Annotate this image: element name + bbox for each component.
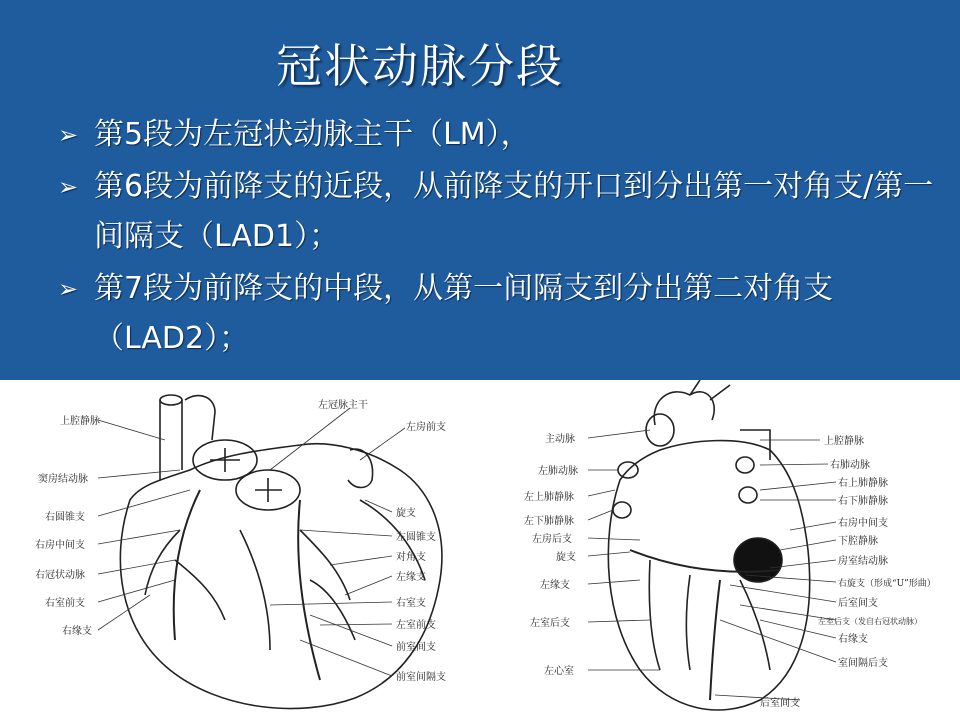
label-l9: 左心室 (544, 666, 574, 677)
label-l5: 左房后支 (532, 534, 572, 545)
slide-title: 冠状动脉分段 (276, 39, 564, 93)
bullet-text: 第7段为前降支的中段，从第一间隔支到分出第二对角支（LAD2）； (94, 271, 834, 356)
label-l2: 窦房结动脉 (38, 474, 88, 485)
label-r8: 右旋支（形成“U”形曲） (838, 579, 936, 589)
label-r7: 房室结动脉 (838, 556, 888, 567)
label-r13: 后室间支 (760, 698, 800, 709)
label-l6: 旋支 (556, 552, 576, 563)
label-l5: 右冠状动脉 (35, 570, 85, 581)
label-r3: 旋支 (396, 508, 416, 519)
bullet-item (58, 162, 938, 262)
label-r10: 前室间隔支 (396, 672, 446, 683)
left-figure-labels (35, 398, 446, 683)
label-r3: 右上肺静脉 (838, 478, 888, 489)
label-l7: 右缘支 (62, 626, 92, 637)
label-l7: 左缘支 (540, 580, 570, 591)
bullet-list (58, 110, 938, 366)
label-l1: 主动脉 (545, 434, 575, 445)
label-r9: 前室间支 (396, 642, 436, 653)
label-r12: 室间隔后支 (838, 658, 888, 669)
label-r11: 右缘支 (838, 634, 868, 645)
label-r9: 后室间支 (838, 598, 878, 609)
arrow-bullet-icon: ➢ (58, 121, 79, 149)
arrow-bullet-icon: ➢ (58, 275, 79, 303)
label-l6: 右室前支 (45, 598, 85, 609)
bullet-item (58, 110, 938, 160)
label-r5: 右房中间支 (838, 518, 888, 529)
heart-diagram (0, 380, 960, 720)
label-l3: 右圆锥支 (45, 512, 85, 523)
label-l1: 上腔静脉 (60, 416, 100, 427)
bullet-item (58, 264, 938, 364)
label-r1: 左冠脉主干 (318, 400, 368, 411)
label-r5: 对角支 (396, 552, 426, 563)
heart-illustration (0, 380, 960, 720)
label-r4: 右下肺静脉 (838, 496, 888, 507)
arrow-bullet-icon: ➢ (58, 173, 79, 201)
label-l4: 右房中间支 (35, 540, 85, 551)
label-l8: 左室后支 (530, 618, 570, 629)
anterior-heart (120, 395, 442, 709)
bullet-text: 第5段为左冠状动脉主干（LM）， (94, 117, 531, 152)
label-r2: 右肺动脉 (830, 460, 870, 471)
label-r6: 下腔静脉 (838, 536, 878, 547)
label-r10: 左室后支（发自右冠状动脉） (818, 617, 922, 626)
bullet-text: 第6段为前降支的近段，从前降支的开口到分出第一对角支/第一间隔支（LAD1）； (94, 169, 934, 254)
label-l3: 左上肺静脉 (524, 492, 574, 503)
posterior-heart (608, 380, 809, 710)
label-r4: 左圆锥支 (396, 532, 436, 543)
label-l4: 左下肺静脉 (524, 516, 574, 527)
label-r7: 右室支 (396, 598, 426, 609)
label-r1: 上腔静脉 (824, 436, 864, 447)
label-l2: 左肺动脉 (538, 466, 578, 477)
label-r6: 左缘支 (396, 572, 426, 583)
label-r8: 左室前支 (396, 620, 436, 631)
label-r2: 左房前支 (406, 422, 446, 433)
